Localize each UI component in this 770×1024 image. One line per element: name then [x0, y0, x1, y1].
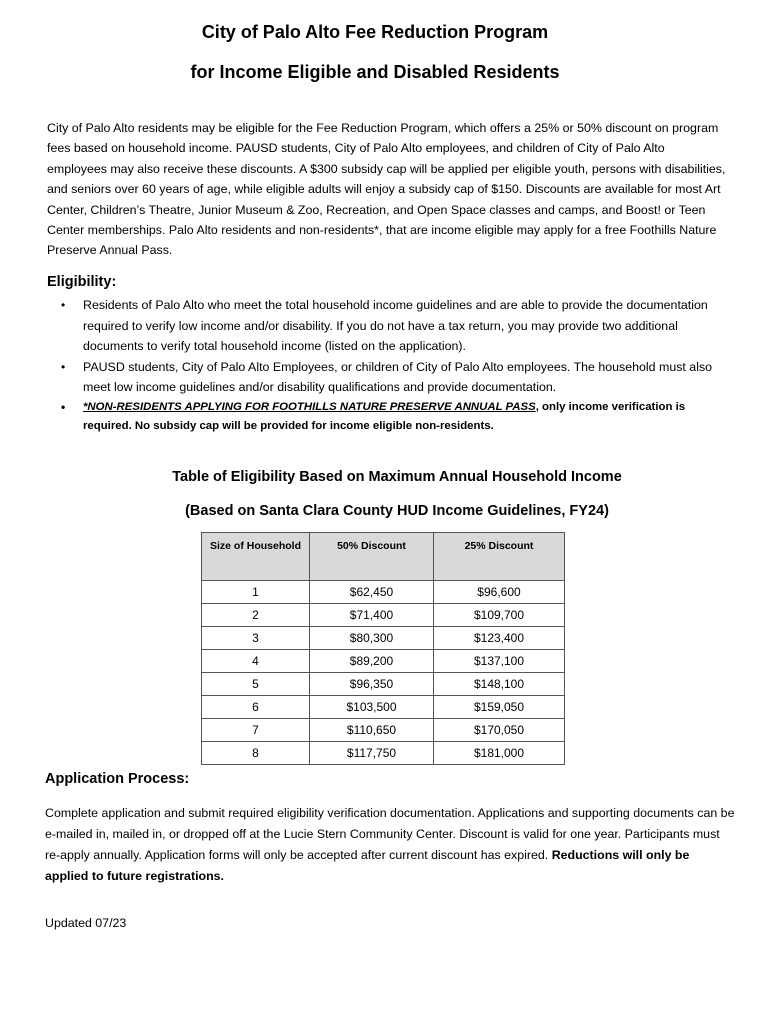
- discount-25-cell: $96,600: [434, 581, 565, 604]
- table-row: [202, 650, 565, 673]
- household-size-cell: 1: [202, 581, 310, 604]
- discount-25-cell: $148,100: [434, 673, 565, 696]
- table-row: [202, 604, 565, 627]
- table-row: [202, 581, 565, 604]
- eligibility-item-text: PAUSD students, City of Palo Alto Employees, or children of City of Palo Alto employees. The household must also meet low income guidelines and/or disability qualifications and provide documentation.: [83, 359, 713, 395]
- table-title: Table of Eligibility Based on Maximum Annual Household Income: [172, 469, 622, 485]
- discount-50-cell: $89,200: [310, 650, 434, 673]
- table-row: [202, 673, 565, 696]
- discount-25-cell: $181,000: [434, 742, 565, 765]
- discount-50-cell: $71,400: [310, 604, 434, 627]
- discount-25-cell: $109,700: [434, 604, 565, 627]
- bullet-icon: •: [61, 399, 66, 414]
- table-row: [202, 696, 565, 719]
- household-size-cell: 3: [202, 627, 310, 650]
- header-25-discount: 25% Discount: [434, 533, 565, 581]
- application-bold-note: Reductions will only be applied to future registrations.: [45, 848, 690, 883]
- application-heading: Application Process:: [45, 771, 190, 787]
- table-row: [202, 627, 565, 650]
- eligibility-item-text: , only income verification is required. No subsidy cap will be provided for income eligible non-residents.: [83, 400, 686, 432]
- eligibility-item-pausd: [47, 357, 727, 398]
- updated-date: Updated 07/23: [45, 916, 127, 930]
- bullet-icon: •: [61, 359, 66, 374]
- eligibility-item-nonresidents: [47, 398, 727, 436]
- table-subtitle: (Based on Santa Clara County HUD Income Guidelines, FY24): [185, 503, 609, 519]
- eligibility-list: [47, 295, 727, 436]
- household-size-cell: 6: [202, 696, 310, 719]
- bullet-icon: •: [61, 298, 66, 312]
- table-row: [202, 742, 565, 765]
- household-size-cell: 4: [202, 650, 310, 673]
- intro-paragraph: City of Palo Alto residents may be eligible for the Fee Reduction Program, which offers a 25% or 50% discount on program fees based on household income. PAUSD students, City of Palo Alto employees, and children of City of Palo Alto employees may also receive these discounts. A $300 subsidy cap will be applied per eligible youth, persons with disabilities, and seniors over 60 years of age, while eligible adults will enjoy a subsidy cap of $150. Discounts are available for most Art Center, Children’s Theatre, Junior Museum & Zoo, Recreation, and Open Space classes and camps, and Boost! or Teen Center memberships. Palo Alto residents and non-residents*, that are income eligible may apply for a free Foothills Nature Preserve Annual Pass.: [47, 121, 726, 258]
- eligibility-table: [201, 532, 565, 765]
- eligibility-item-text: Residents of Palo Alto who meet the total household income guidelines and are able to provide the documentation required to verify low income and/or disability. If you do not have a tax return, you may provide two additional documents to verify total household income (listed on the application).: [83, 298, 708, 354]
- header-50-discount: 50% Discount: [310, 533, 434, 581]
- application-paragraph: [45, 803, 735, 887]
- discount-25-cell: $159,050: [434, 696, 565, 719]
- discount-50-cell: $80,300: [310, 627, 434, 650]
- household-size-cell: 8: [202, 742, 310, 765]
- eligibility-heading: Eligibility:: [47, 274, 117, 290]
- eligibility-item-residents: [47, 295, 727, 357]
- table-header-row: [202, 533, 565, 581]
- discount-50-cell: $117,750: [310, 742, 434, 765]
- page-subtitle: for Income Eligible and Disabled Residents: [190, 62, 560, 82]
- discount-50-cell: $62,450: [310, 581, 434, 604]
- discount-50-cell: $103,500: [310, 696, 434, 719]
- discount-25-cell: $123,400: [434, 627, 565, 650]
- page-title: City of Palo Alto Fee Reduction Program: [201, 22, 549, 42]
- household-size-cell: 5: [202, 673, 310, 696]
- discount-50-cell: $110,650: [310, 719, 434, 742]
- table-row: [202, 719, 565, 742]
- application-text: Complete application and submit required eligibility verification documentation. Applications and supporting documents can be e-mailed in, mailed in, or dropped off at the Lucie Stern Community Center. Discount is valid for one year. Participants must re-apply annually. Application forms will only be accepted after current discount has expired.: [45, 806, 735, 862]
- discount-50-cell: $96,350: [310, 673, 434, 696]
- nonresident-emphasis: *NON-RESIDENTS APPLYING FOR FOOTHILLS NATURE PRESERVE ANNUAL PASS: [83, 400, 536, 413]
- discount-25-cell: $170,050: [434, 719, 565, 742]
- header-household-size: Size of Household: [202, 533, 310, 581]
- discount-25-cell: $137,100: [434, 650, 565, 673]
- household-size-cell: 7: [202, 719, 310, 742]
- household-size-cell: 2: [202, 604, 310, 627]
